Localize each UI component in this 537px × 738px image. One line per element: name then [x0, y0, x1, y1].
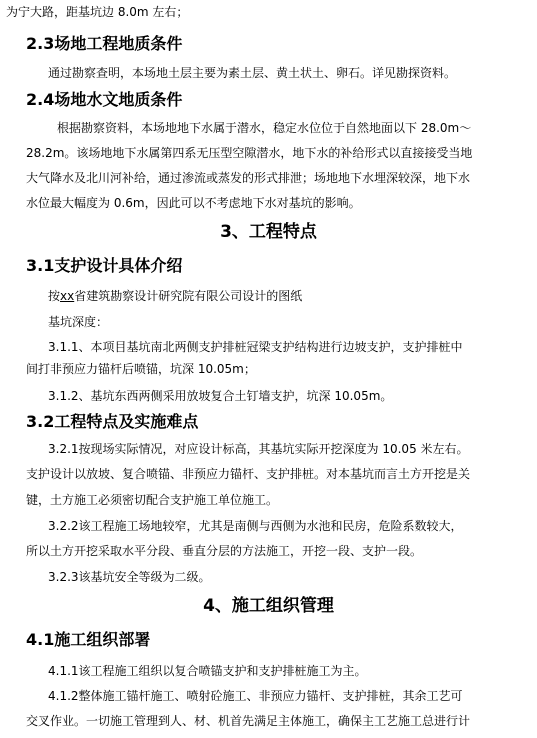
- paragraph-line: 交叉作业。一切施工管理到人、材、机首先满足主体施工，确保主工艺施工总进行计: [26, 714, 471, 728]
- paragraph-line: 3.1.2、基坑东西两侧采用放坡复合土钉墙支护，坑深 10.05m。: [48, 389, 393, 403]
- chapter-heading-3: 3、工程特点: [220, 222, 317, 242]
- paragraph-line: 3.2.3该基坑安全等级为二级。: [48, 570, 211, 584]
- paragraph-line: 通过勘察查明，本场地土层主要为素土层、黄土状土、卵石。详见勘探资料。: [48, 66, 457, 80]
- paragraph-line: 4.1.1该工程施工组织以复合喷锚支护和支护排桩施工为主。: [48, 664, 367, 678]
- section-heading-2-4: 2.4场地水文地质条件: [26, 90, 183, 109]
- paragraph-line: 所以土方开挖采取水平分段、垂直分层的方法施工，开挖一段、支护一段。: [26, 544, 423, 558]
- text-segment: 省建筑勘察设计研究院有限公司设计的图纸: [74, 289, 303, 303]
- paragraph-line: 支护设计以放坡、复合喷锚、非预应力锚杆、支护排桩。对本基坑而言土方开挖是关: [26, 467, 471, 481]
- paragraph-line: 水位最大幅度为 0.6m，因此可以不考虑地下水对基坑的影响。: [26, 196, 361, 210]
- paragraph-line: 基坑深度：: [48, 315, 109, 329]
- section-heading-3-2: 3.2工程特点及实施难点: [26, 412, 199, 431]
- section-heading-3-1: 3.1支护设计具体介绍: [26, 256, 183, 275]
- paragraph-line: 间打非预应力锚杆后喷锚，坑深 10.05m；: [26, 362, 256, 376]
- paragraph-line: 为宁大路，距基坑边 8.0m 左右；: [6, 5, 189, 19]
- paragraph-line: 大气降水及北川河补给，通过渗流或蒸发的形式排泄；场地地下水埋深较深，地下水: [26, 171, 471, 185]
- paragraph-line: 3.2.2该工程施工场地较窄，尤其是南侧与西侧为水池和民房，危险系数较大，: [48, 519, 463, 533]
- paragraph-line: 键，土方施工必须密切配合支护施工单位施工。: [26, 493, 279, 507]
- paragraph-line: 3.1.1、本项目基坑南北两侧支护排桩冠梁支护结构进行边坡支护，支护排桩中: [48, 340, 463, 354]
- chapter-heading-4: 4、施工组织管理: [203, 596, 334, 616]
- underlined-placeholder: xx: [60, 289, 75, 303]
- section-heading-2-3: 2.3场地工程地质条件: [26, 34, 183, 53]
- text-segment: 按: [48, 289, 61, 303]
- paragraph-line: 根据勘察资料，本场地地下水属于潜水，稳定水位位于自然地面以下 28.0m～: [57, 121, 472, 135]
- paragraph-line: 28.2m。该场地地下水属第四系无压型空隙潜水，地下水的补给形式以直接接受当地: [26, 146, 473, 160]
- paragraph-line: 3.2.1按现场实际情况，对应设计标高，其基坑实际开挖深度为 10.05 米左右。: [48, 442, 469, 456]
- paragraph-line: 4.1.2整体施工锚杆施工、喷射砼施工、非预应力锚杆、支护排桩，其余工艺可: [48, 689, 463, 703]
- paragraph-line: [48, 288, 302, 304]
- section-heading-4-1: 4.1施工组织部署: [26, 630, 151, 649]
